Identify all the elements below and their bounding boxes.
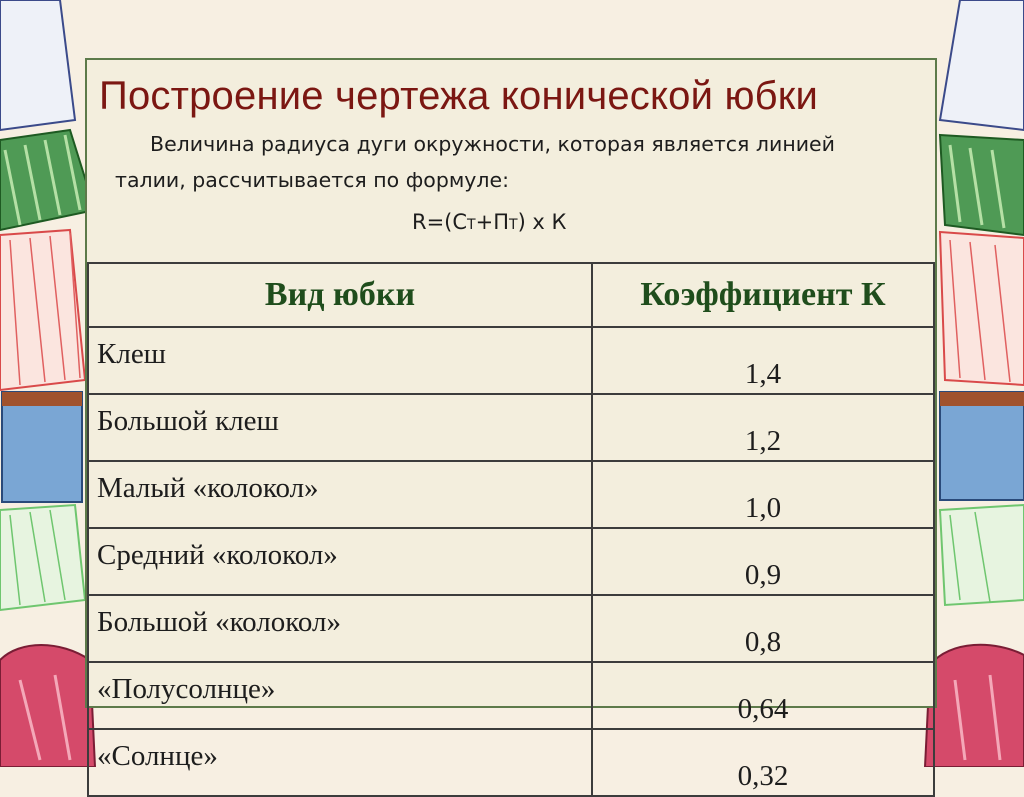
table-row [88, 662, 934, 729]
content-panel [85, 58, 937, 792]
coefficient-cell: 0,9 [592, 528, 934, 595]
table-row [88, 327, 934, 394]
table-row [88, 729, 934, 796]
skirt-type-cell: «Полусолнце» [88, 662, 592, 729]
column-header-skirt-type: Вид юбки [88, 263, 592, 327]
column-header-coefficient: Коэффициент К [592, 263, 934, 327]
formula-subscript-1: Т [467, 217, 476, 233]
coefficient-cell: 1,4 [592, 327, 934, 394]
coefficient-cell: 0,64 [592, 662, 934, 729]
coefficient-cell: 1,2 [592, 394, 934, 461]
table-row [88, 461, 934, 528]
coefficient-cell: 0,32 [592, 729, 934, 796]
description-paragraph: Величина радиуса дуги окружности, которая является линией талии, рассчитывается по формуле: [115, 132, 835, 192]
skirt-type-cell: Клеш [88, 327, 592, 394]
right-decor [925, 0, 1024, 767]
slide-title: Построение чертежа конической юбки [99, 74, 819, 118]
table-row [88, 394, 934, 461]
skirt-type-cell: Малый «колокол» [88, 461, 592, 528]
left-decor [0, 0, 95, 767]
skirt-type-cell: «Солнце» [88, 729, 592, 796]
skirt-type-cell: Большой «колокол» [88, 595, 592, 662]
radius-formula [412, 210, 566, 234]
formula-middle: +П [475, 210, 509, 234]
table-row [88, 528, 934, 595]
skirt-type-cell: Большой клеш [88, 394, 592, 461]
skirt-type-cell: Средний «колокол» [88, 528, 592, 595]
table-header-row [88, 263, 934, 327]
formula-prefix: R=(С [412, 210, 468, 234]
formula-suffix: ) х К [517, 210, 567, 234]
coefficient-cell: 0,8 [592, 595, 934, 662]
formula-subscript-2: Т [509, 217, 518, 233]
coefficient-cell: 1,0 [592, 461, 934, 528]
coefficient-table [87, 262, 935, 797]
table-row [88, 595, 934, 662]
